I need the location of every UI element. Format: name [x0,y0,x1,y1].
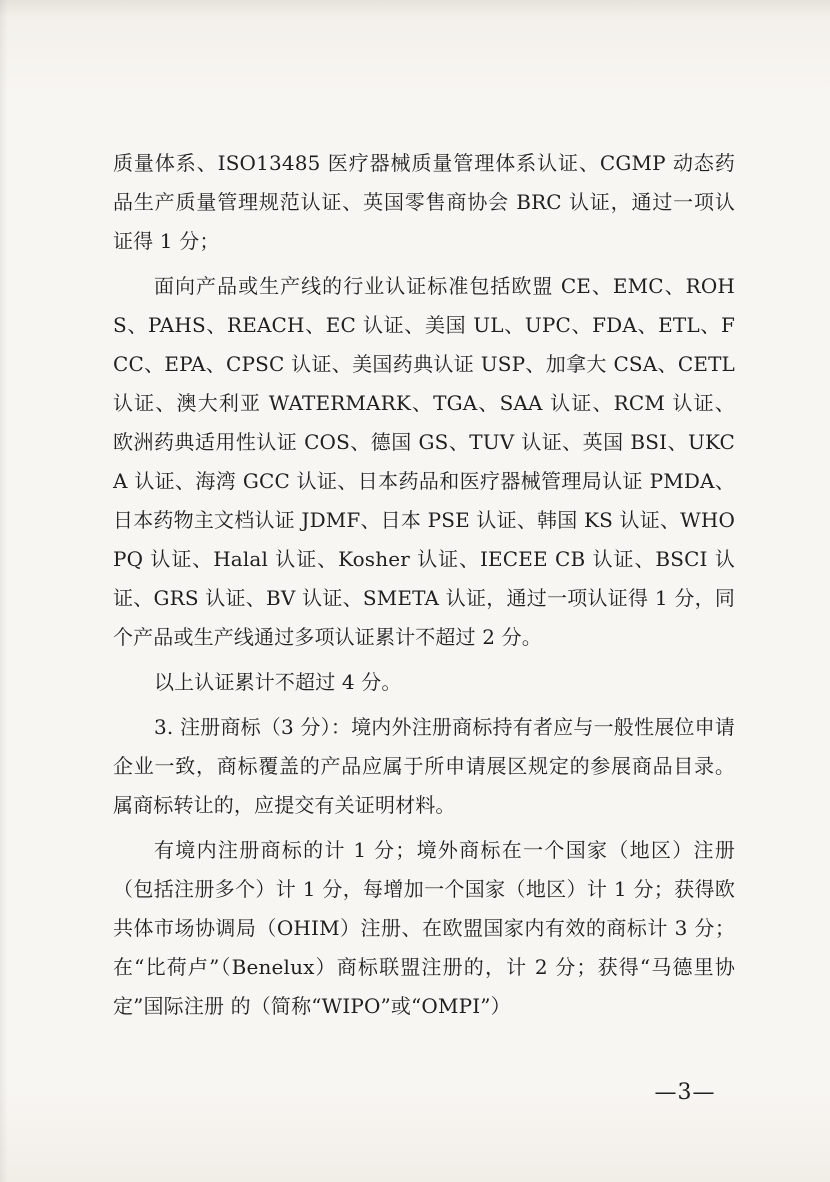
page-number: —3— [654,1080,716,1105]
page-left-shadow [0,0,8,1182]
paragraph-4: 3. 注册商标（3 分）：境内外注册商标持有者应与一般性展位申请企业一致，商标覆盖的产品应属于所申请展区规定的参展商品目录。属商标转让的，应提交有关证明材料。 [113,715,735,817]
paragraph-1: 质量体系、ISO13485 医疗器械质量管理体系认证、CGMP 动态药品生产质量管理规范认证、英国零售商协会 BRC 认证，通过一项认证得 1 分； [113,151,735,253]
page-top-shadow [0,0,830,18]
paragraph-5: 有境内注册商标的计 1 分；境外商标在一个国家（地区）注册（包括注册多个）计 1 分，每增加一个国家（地区）计 1 分；获得欧共体市场协调局（OHIM）注册、在欧盟国家内有效的商标计 3 分；在“比荷卢”（Benelux）商标联盟注册的，计 2 分；获得“马德里协定”国际注册 的（简称“WIPO”或“OMPI”） [113,838,735,1018]
paragraph-3: 以上认证累计不超过 4 分。 [154,670,402,694]
paragraph-2: 面向产品或生产线的行业认证标准包括欧盟 CE、EMC、ROHS、PAHS、REACH、EC 认证、美国 UL、UPC、FDA、ETL、FCC、EPA、CPSC 认证、美国药典认证 USP、加拿大 CSA、CETL 认证、澳大利亚 WATERMARK、TGA、SAA 认证、RCM 认证、欧洲药典适用性认证 COS、德国 GS、TUV 认证、英国 BSI、UKCA 认证、海湾 GCC 认证、日本药品和医疗器械管理局认证 PMDA、日本药物主文档认证 JDMF、日本 PSE 认证、韩国 KS 认证、WHO PQ 认证、Halal 认证、Kosher 认证、IECEE CB 认证、BSCI 认证、GRS 认证、BV 认证、SMETA 认证，通过一项认证得 1 分，同个产品或生产线通过多项认证累计不超过 2 分。 [113,274,735,649]
document-content [113,144,735,1026]
